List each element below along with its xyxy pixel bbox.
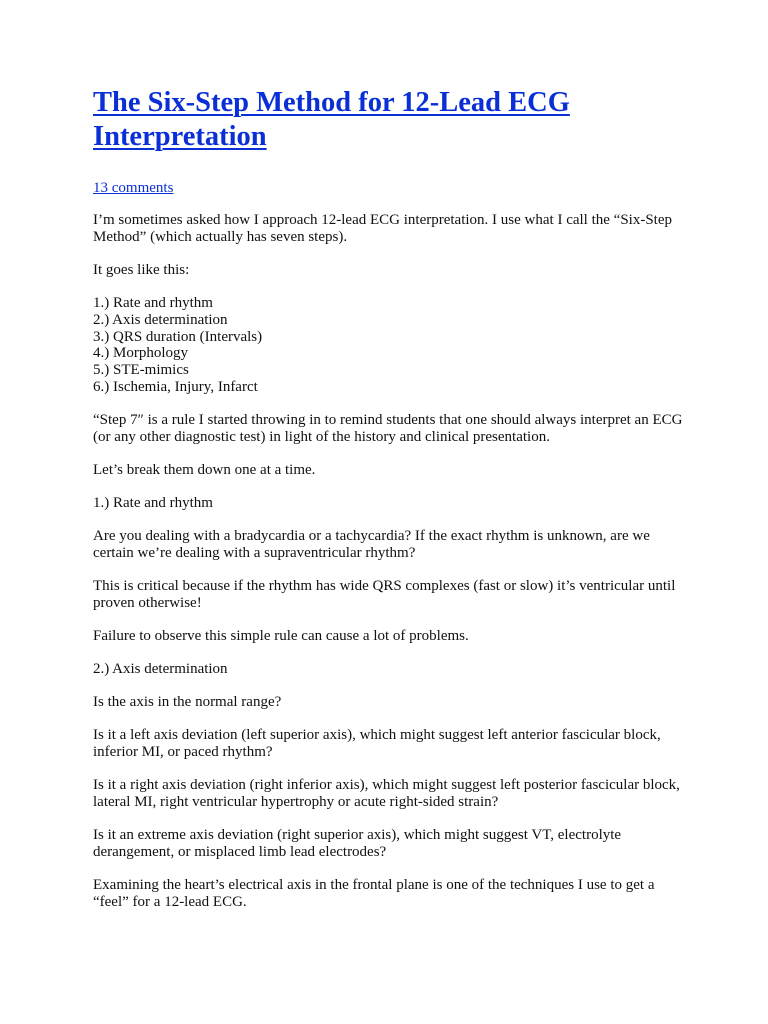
list-item: 2.) Axis determination [93,311,228,328]
steps-list [93,295,683,396]
axis-examining-paragraph: Examining the heart’s electrical axis in the frontal plane is one of the techniques I use to get a “feel” for a 12-lead ECG. [93,876,655,910]
intro-paragraph: I’m sometimes asked how I approach 12-lead ECG interpretation. I use what I call the “Six-Step Method” (which actually has seven steps). [93,212,672,245]
rate-critical-paragraph: This is critical because if the rhythm has wide QRS complexes (fast or slow) it’s ventricular until proven otherwise! [93,577,676,611]
rate-rhythm-heading: 1.) Rate and rhythm [93,494,213,511]
list-item: 1.) Rate and rhythm [93,295,213,311]
axis-heading: 2.) Axis determination [93,660,228,677]
comments-link[interactable]: 13 comments [93,180,174,196]
list-item: 4.) Morphology [93,345,188,362]
axis-right-paragraph: Is it a right axis deviation (right inferior axis), which might suggest left posterior fascicular block, lateral MI, right ventricular hypertrophy or acute right-sided strain? [93,776,680,810]
rate-question-paragraph: Are you dealing with a bradycardia or a tachycardia? If the exact rhythm is unknown, are we certain we’re dealing with a supraventricular rhythm? [93,527,650,561]
article-title-link[interactable]: The Six-Step Method for 12-Lead ECG Interpretation [93,87,570,152]
axis-normal-paragraph: Is the axis in the normal range? [93,693,282,710]
list-item: 6.) Ischemia, Injury, Infarct [93,378,258,395]
rate-failure-paragraph: Failure to observe this simple rule can cause a lot of problems. [93,627,469,644]
axis-left-paragraph: Is it a left axis deviation (left superior axis), which might suggest left anterior fascicular block, inferior MI, or paced rhythm? [93,726,661,760]
article [93,86,683,911]
list-item: 5.) STE-mimics [93,362,189,379]
goes-like-paragraph: It goes like this: [93,262,190,278]
step7-paragraph: “Step 7″ is a rule I started throwing in to remind students that one should always interpret an ECG (or any other diagnostic test) in light of the history and clinical presentation. [93,411,683,445]
break-down-paragraph: Let’s break them down one at a time. [93,461,316,478]
axis-extreme-paragraph: Is it an extreme axis deviation (right superior axis), which might suggest VT, electrolyte derangement, or misplaced limb lead electrodes? [93,826,622,860]
list-item: 3.) QRS duration (Intervals) [93,328,263,345]
